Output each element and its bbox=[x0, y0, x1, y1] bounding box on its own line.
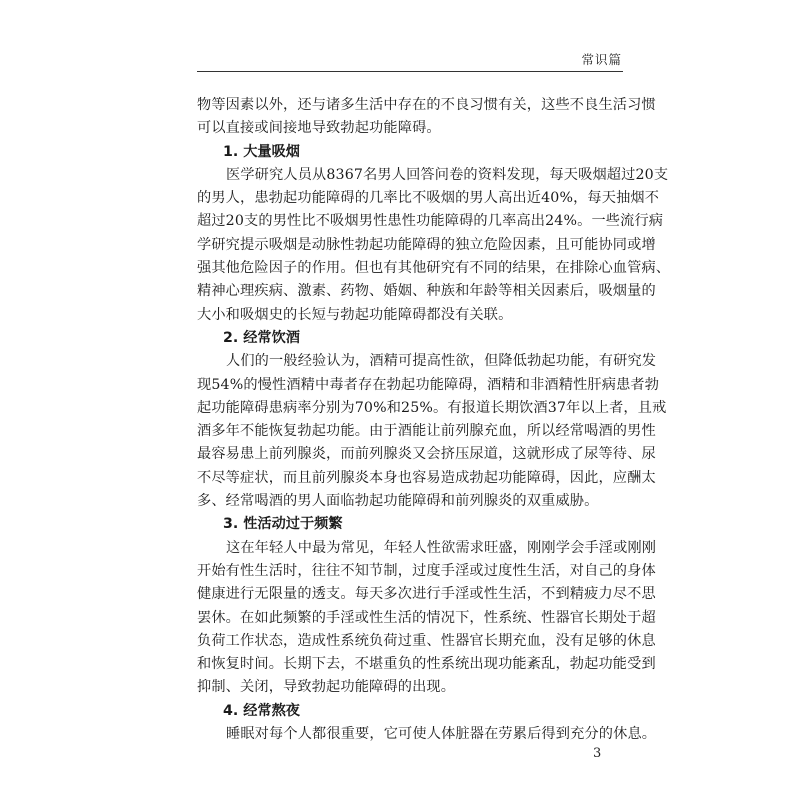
running-header-section-label: 常识篇 bbox=[581, 52, 622, 67]
paragraph-line: 大小和吸烟史的长短与勃起功能障碍都没有关联。 bbox=[197, 306, 513, 323]
paragraph-line: 睡眠对每个人都很重要，它可使人体脏器在劳累后得到充分的休息。 bbox=[226, 726, 657, 743]
paragraph-line: 和恢复时间。长期下去，不堪重负的性系统出现功能紊乱，勃起功能受到 bbox=[197, 656, 656, 673]
paragraph-line: 这在年轻人中最为常见，年轻人性欲需求旺盛，刚刚学会手淫或刚刚 bbox=[226, 539, 657, 556]
paragraph-line: 开始有性生活时，往往不知节制，过度手淫或过度性生活，对自己的身体 bbox=[197, 562, 656, 579]
paragraph-line: 人们的一般经验认为，酒精可提高性欲，但降低勃起功能，有研究发 bbox=[226, 353, 657, 370]
paragraph-line: 多、经常喝酒的男人面临勃起功能障碍和前列腺炎的双重威胁。 bbox=[197, 493, 599, 510]
paragraph-line: 强其他危险因子的作用。但也有其他研究有不同的结果，在排除心血管病、 bbox=[197, 260, 671, 277]
paragraph-line: 抑制、关闭，导致勃起功能障碍的出现。 bbox=[197, 679, 456, 696]
section-heading-frequent-sex: 3. 性活动过于频繁 bbox=[223, 516, 343, 533]
page-body bbox=[197, 94, 671, 746]
paragraph-line: 不尽等症状，而且前列腺炎本身也容易造成勃起功能障碍，因此，应酬太 bbox=[197, 469, 656, 486]
paragraph-line: 负荷工作状态，造成性系统负荷过重、性器官长期充血，没有足够的休息 bbox=[197, 632, 656, 649]
paragraph-line: 超过20支的男性比不吸烟男性患性功能障碍的几率高出24%。一些流行病 bbox=[197, 213, 664, 230]
paragraph-line: 酒多年不能恢复勃起功能。由于酒能让前列腺充血，所以经常喝酒的男性 bbox=[197, 423, 656, 440]
header-rule bbox=[197, 71, 623, 72]
paragraph-line: 医学研究人员从8367名男人回答问卷的资料发现，每天吸烟超过20支 bbox=[226, 166, 669, 183]
paragraph-line: 最容易患上前列腺炎，而前列腺炎又会挤压尿道，这就形成了尿等待、尿 bbox=[197, 446, 656, 463]
paragraph-line: 学研究提示吸烟是动脉性勃起功能障碍的独立危险因素，且可能协同或增 bbox=[197, 236, 656, 253]
paragraph-line: 起功能障碍患病率分别为70%和25%。有报道长期饮酒37年以上者，且戒 bbox=[197, 399, 667, 416]
paragraph-line: 现54%的慢性酒精中毒者存在勃起功能障碍，酒精和非酒精性肝病患者勃 bbox=[197, 376, 660, 393]
section-heading-drinking: 2. 经常饮酒 bbox=[223, 329, 300, 346]
paragraph-line: 的男人，患勃起功能障碍的几率比不吸烟的男人高出近40%，每天抽烟不 bbox=[197, 190, 660, 207]
paragraph-line: 物等因素以外，还与诸多生活中存在的不良习惯有关，这些不良生活习惯 bbox=[197, 97, 656, 113]
paragraph-line: 罢休。在如此频繁的手淫或性生活的情况下，性系统、性器官长期处于超 bbox=[197, 609, 656, 626]
paragraph-line: 可以直接或间接地导致勃起功能障碍。 bbox=[197, 120, 441, 137]
paragraph-line: 精神心理疾病、激素、药物、婚姻、种族和年龄等相关因素后，吸烟量的 bbox=[197, 283, 656, 300]
section-heading-smoking: 1. 大量吸烟 bbox=[223, 143, 300, 160]
page-number: 3 bbox=[593, 746, 602, 761]
paragraph-line: 健康进行无限量的透支。每天多次进行手淫或性生活，不到精疲力尽不思 bbox=[197, 586, 656, 603]
section-heading-staying-up: 4. 经常熬夜 bbox=[223, 702, 300, 719]
